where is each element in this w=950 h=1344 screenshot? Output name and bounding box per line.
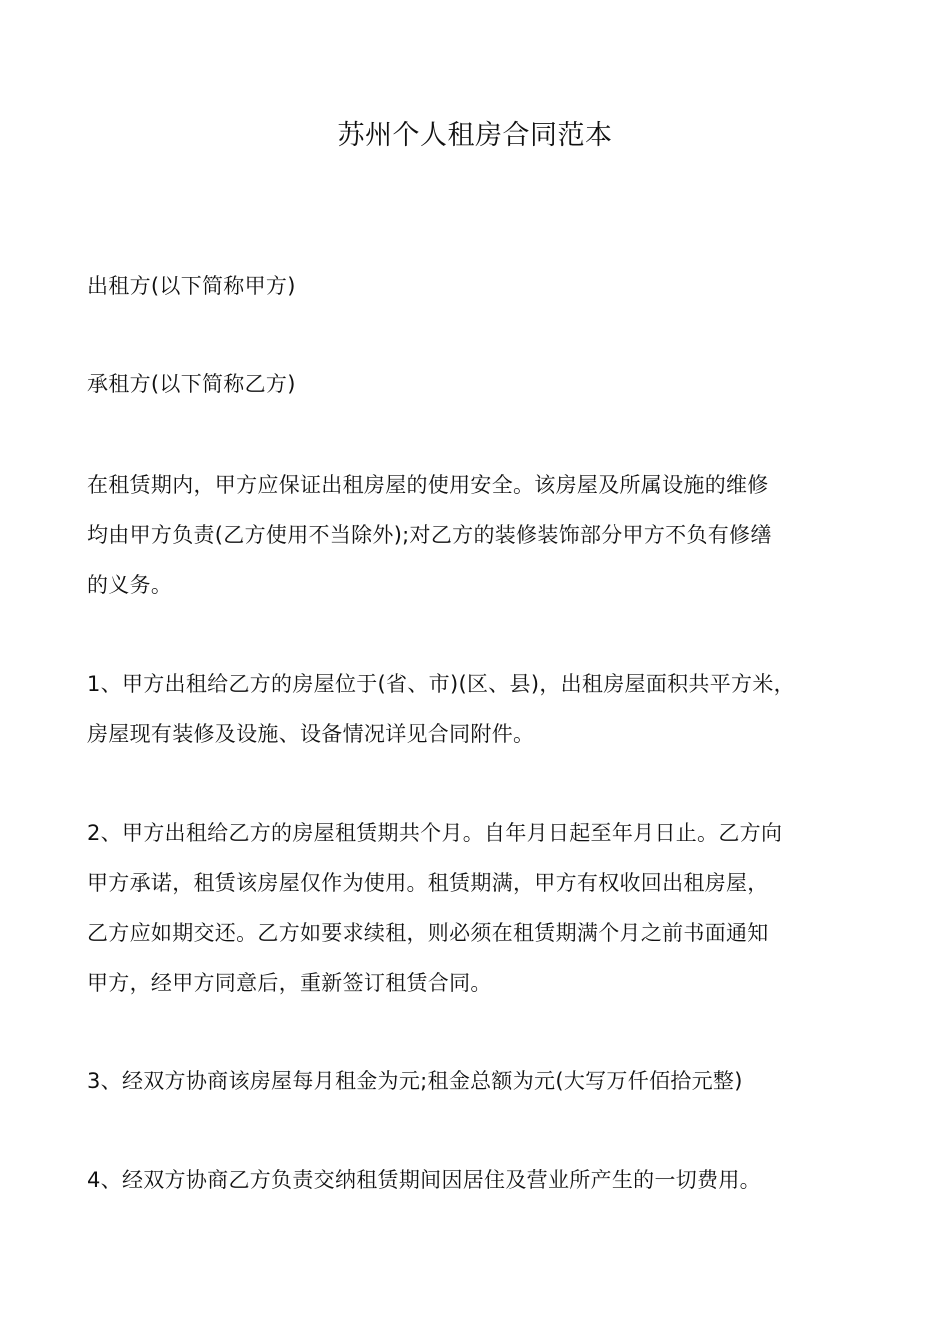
document-title: 苏州个人租房合同范本 xyxy=(337,120,613,151)
paragraph-line: 出租方(以下简称甲方) xyxy=(87,274,296,298)
paragraph-line: 甲方承诺，租赁该房屋仅作为使用。租赁期满，甲方有权收回出租房屋， xyxy=(87,871,769,895)
paragraph-line: 3、经双方协商该房屋每月租金为元;租金总额为元(大写万仟佰拾元整) xyxy=(87,1069,743,1093)
paragraph-line: 房屋现有装修及设施、设备情况详见合同附件。 xyxy=(87,722,535,746)
paragraph-line: 承租方(以下简称乙方) xyxy=(87,372,296,396)
paragraph-line: 2、甲方出租给乙方的房屋租赁期共个月。自年月日起至年月日止。乙方向 xyxy=(87,821,783,845)
paragraph-line: 甲方，经甲方同意后，重新签订租赁合同。 xyxy=(87,971,492,995)
paragraph-line: 1、甲方出租给乙方的房屋位于(省、市)(区、县)，出租房屋面积共平方米， xyxy=(87,672,795,696)
maintenance-paragraph xyxy=(87,460,877,610)
lessee-paragraph xyxy=(87,359,877,409)
clause-4-paragraph xyxy=(87,1155,877,1205)
paragraph-line: 在租赁期内，甲方应保证出租房屋的使用安全。该房屋及所属设施的维修 xyxy=(87,473,769,497)
paragraph-line: 乙方应如期交还。乙方如要求续租，则必须在租赁期满个月之前书面通知 xyxy=(87,921,769,945)
paragraph-line: 均由甲方负责(乙方使用不当除外);对乙方的装修装饰部分甲方不负有修缮 xyxy=(87,523,772,547)
clause-1-paragraph xyxy=(87,659,877,759)
paragraph-line: 的义务。 xyxy=(87,573,173,597)
lessor-paragraph xyxy=(87,261,877,311)
clause-2-paragraph xyxy=(87,808,877,1008)
paragraph-line: 4、经双方协商乙方负责交纳租赁期间因居住及营业所产生的一切费用。 xyxy=(87,1168,761,1192)
clause-3-paragraph xyxy=(87,1056,877,1106)
